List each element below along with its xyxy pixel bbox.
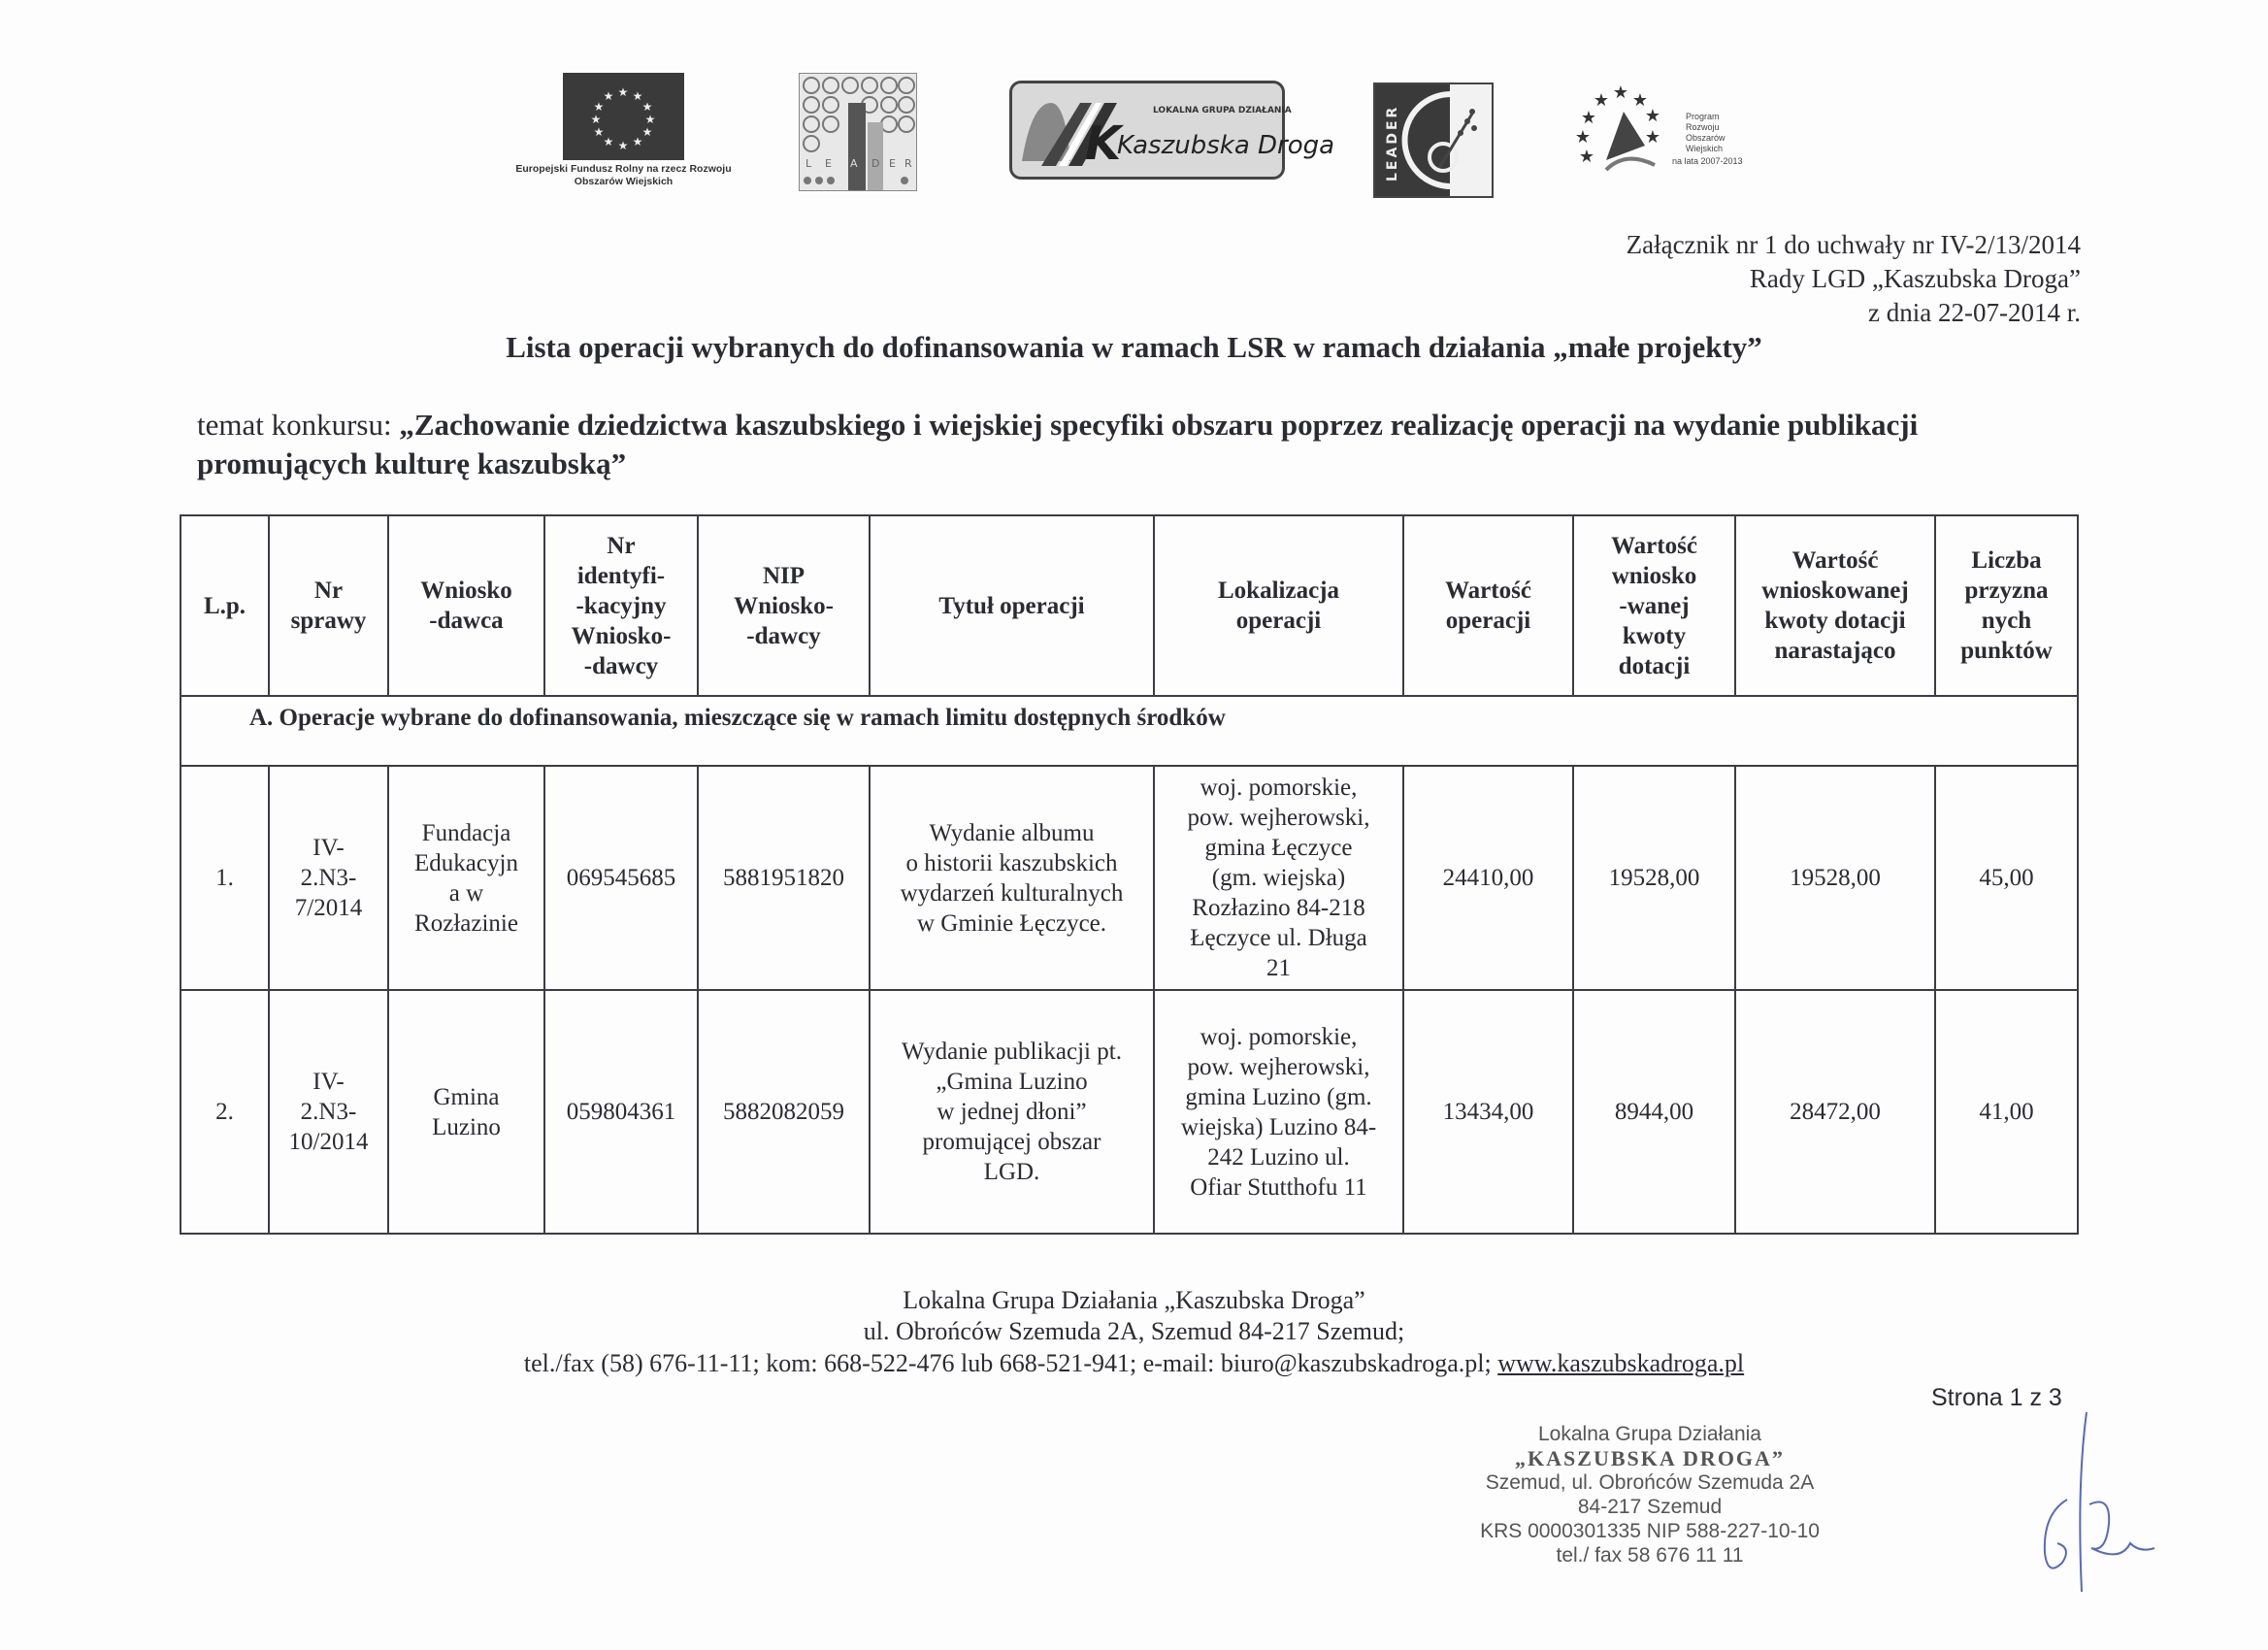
svg-text:LEADER: LEADER	[1385, 104, 1400, 182]
cell-wartosc-dotacji: 8944,00	[1573, 990, 1735, 1234]
footer-address: ul. Obrońców Szemuda 2A, Szemud 84-217 Szemud;	[863, 1317, 1405, 1345]
svg-text:E: E	[889, 157, 896, 170]
cell-nip: 5881951820	[698, 766, 870, 990]
svg-text:★: ★	[590, 113, 602, 126]
cell-wnioskodawca: Gmina Luzino	[388, 990, 544, 1234]
header-lp: L.p.	[181, 515, 269, 696]
cell-lp: 1.	[181, 766, 269, 990]
svg-text:★: ★	[1593, 90, 1610, 111]
attachment-line-1: Załącznik nr 1 do uchwały nr IV-2/13/2014	[1626, 230, 2081, 259]
svg-text:LOKALNA GRUPA DZIAŁANIA: LOKALNA GRUPA DZIAŁANIA	[1153, 106, 1292, 116]
section-a-row	[181, 696, 2078, 766]
svg-text:Obszarów: Obszarów	[1686, 133, 1726, 143]
cell-lp: 2.	[181, 990, 269, 1234]
stamp-line-5: KRS 0000301335 NIP 588-227-10-10	[1480, 1520, 1820, 1542]
stamp-line-3: Szemud, ul. Obrońców Szemuda 2A	[1485, 1471, 1815, 1494]
stamp-line-6: tel./ fax 58 676 11 11	[1556, 1544, 1744, 1567]
cell-nr-sprawy: IV- 2.N3- 7/2014	[269, 766, 388, 990]
organization-stamp	[1388, 1422, 1912, 1568]
attachment-line-2: Rady LGD „Kaszubska Droga”	[1749, 264, 2081, 293]
table-row	[181, 990, 2078, 1234]
cell-narastajaco: 28472,00	[1735, 990, 1935, 1234]
header-wnioskodawca: Wniosko -dawca	[388, 515, 544, 696]
attachment-line-3: z dnia 22-07-2014 r.	[1868, 298, 2081, 327]
leader-mosaic-logo	[799, 73, 917, 191]
svg-text:Program: Program	[1686, 112, 1720, 121]
header-wartosc-operacji: Wartość operacji	[1403, 515, 1573, 696]
cell-lokalizacja: woj. pomorskie, pow. wejherowski, gmina Luzino (gm. wiejska) Luzino 84- 242 Luzino ul. Ofiar Stutthofu 11	[1154, 990, 1403, 1234]
svg-text:K: K	[1085, 116, 1122, 171]
cell-wartosc-operacji: 24410,00	[1403, 766, 1573, 990]
cell-narastajaco: 19528,00	[1735, 766, 1935, 990]
svg-text:★: ★	[617, 139, 629, 152]
svg-text:★: ★	[1644, 106, 1661, 126]
section-a-label: A. Operacje wybrane do dofinansowania, mieszczące się w ramach limitu dostępnych środków	[181, 696, 2078, 766]
cell-tytul: Wydanie albumu o historii kaszubskich wydarzeń kulturalnych w Gminie Łęczyce.	[870, 766, 1154, 990]
cell-nr-sprawy: IV- 2.N3- 10/2014	[269, 990, 388, 1234]
leader-logo	[1373, 82, 1494, 198]
footer-org-name: Lokalna Grupa Działania „Kaszubska Droga”	[903, 1286, 1365, 1314]
svg-text:na lata 2007-2013: na lata 2007-2013	[1672, 156, 1743, 166]
contest-topic-text: „Zachowanie dziedzictwa kaszubskiego i wiejskiej specyfiki obszaru poprzez realizację operacji na wydanie publikacji promujących kulturę kaszubską”	[197, 408, 1919, 480]
stamp-line-1: Lokalna Grupa Działania	[1538, 1423, 1761, 1445]
eu-fund-caption: Europejski Fundusz Rolny na rzecz Rozwoju Obszarów Wiejskich	[515, 163, 732, 187]
cell-wnioskodawca: Fundacja Edukacyjn a w Rozłazinie	[388, 766, 544, 990]
svg-text:★: ★	[593, 100, 605, 114]
header-tytul: Tytuł operacji	[870, 515, 1154, 696]
svg-text:R: R	[904, 157, 912, 170]
svg-text:Rozwoju: Rozwoju	[1686, 122, 1720, 132]
handwritten-signature	[2033, 1407, 2169, 1601]
svg-text:★: ★	[603, 89, 614, 103]
cell-nip: 5882082059	[698, 990, 870, 1234]
svg-text:★: ★	[632, 135, 643, 148]
page-number: Strona 1 z 3	[1931, 1384, 2062, 1411]
header-nip: NIP Wniosko- -dawcy	[698, 515, 870, 696]
svg-text:★: ★	[1580, 108, 1597, 128]
table-row	[181, 766, 2078, 990]
svg-text:★: ★	[1574, 127, 1592, 148]
eu-flag-logo	[563, 73, 684, 160]
contest-topic-label: temat konkursu:	[197, 408, 400, 442]
kaszubska-droga-logo	[1009, 81, 1335, 180]
header-punkty: Liczba przyzna nych punktów	[1935, 515, 2078, 696]
document-title: Lista operacji wybranych do dofinansowania w ramach LSR w ramach działania „małe projekty”	[506, 330, 1762, 364]
svg-text:★: ★	[632, 89, 643, 103]
contest-topic	[197, 406, 2080, 483]
svg-text:★: ★	[603, 135, 614, 148]
svg-text:Kaszubska Droga: Kaszubska Droga	[1117, 131, 1335, 160]
svg-text:★: ★	[641, 125, 653, 139]
svg-text:★: ★	[641, 100, 653, 114]
table-header-row	[181, 515, 2078, 696]
footer-contact	[0, 1348, 2268, 1379]
svg-text:★: ★	[617, 85, 629, 99]
cell-punkty: 45,00	[1935, 766, 2078, 990]
svg-text:D: D	[871, 157, 880, 170]
svg-text:★: ★	[1612, 82, 1629, 103]
stamp-line-4: 84-217 Szemud	[1577, 1496, 1723, 1518]
prow-logo	[1567, 82, 1761, 180]
svg-text:★: ★	[593, 125, 605, 139]
cell-nr-identyfikacyjny: 059804361	[544, 990, 698, 1234]
svg-text:★: ★	[1578, 147, 1595, 167]
eu-stars-icon	[563, 73, 684, 160]
cell-lokalizacja: woj. pomorskie, pow. wejherowski, gmina Łęczyce (gm. wiejska) Rozłazino 84-218 Łęczyce ul. Długa 21	[1154, 766, 1403, 990]
svg-text:L: L	[805, 157, 812, 170]
cell-wartosc-operacji: 13434,00	[1403, 990, 1573, 1234]
cell-punkty: 41,00	[1935, 990, 2078, 1234]
header-narastajaco: Wartość wnioskowanej kwoty dotacji narastająco	[1735, 515, 1935, 696]
cell-wartosc-dotacji: 19528,00	[1573, 766, 1735, 990]
footer-contact-text: tel./fax (58) 676-11-11; kom: 668-522-476 lub 668-521-941; e-mail: biuro@kaszubskadroga.pl;	[523, 1349, 1498, 1377]
svg-text:★: ★	[644, 113, 656, 126]
svg-text:A: A	[850, 157, 858, 170]
header-wartosc-dotacji: Wartość wniosko -wanej kwoty dotacji	[1573, 515, 1735, 696]
header-nr-sprawy: Nr sprawy	[269, 515, 388, 696]
svg-text:★: ★	[1644, 127, 1661, 148]
svg-text:★: ★	[1631, 90, 1649, 111]
operations-table	[180, 514, 2079, 1235]
website-link[interactable]: www.kaszubskadroga.pl	[1497, 1349, 1745, 1377]
header-nr-identyfikacyjny: Nr identyfi- -kacyjny Wniosko- -dawcy	[544, 515, 698, 696]
svg-text:Wiejskich: Wiejskich	[1686, 144, 1724, 153]
stamp-org-name: „KASZUBSKA DROGA”	[1515, 1446, 1785, 1470]
cell-tytul: Wydanie publikacji pt. „Gmina Luzino w jednej dłoni” promującej obszar LGD.	[870, 990, 1154, 1234]
cell-nr-identyfikacyjny: 069545685	[544, 766, 698, 990]
header-lokalizacja: Lokalizacja operacji	[1154, 515, 1403, 696]
svg-text:E: E	[825, 157, 832, 170]
